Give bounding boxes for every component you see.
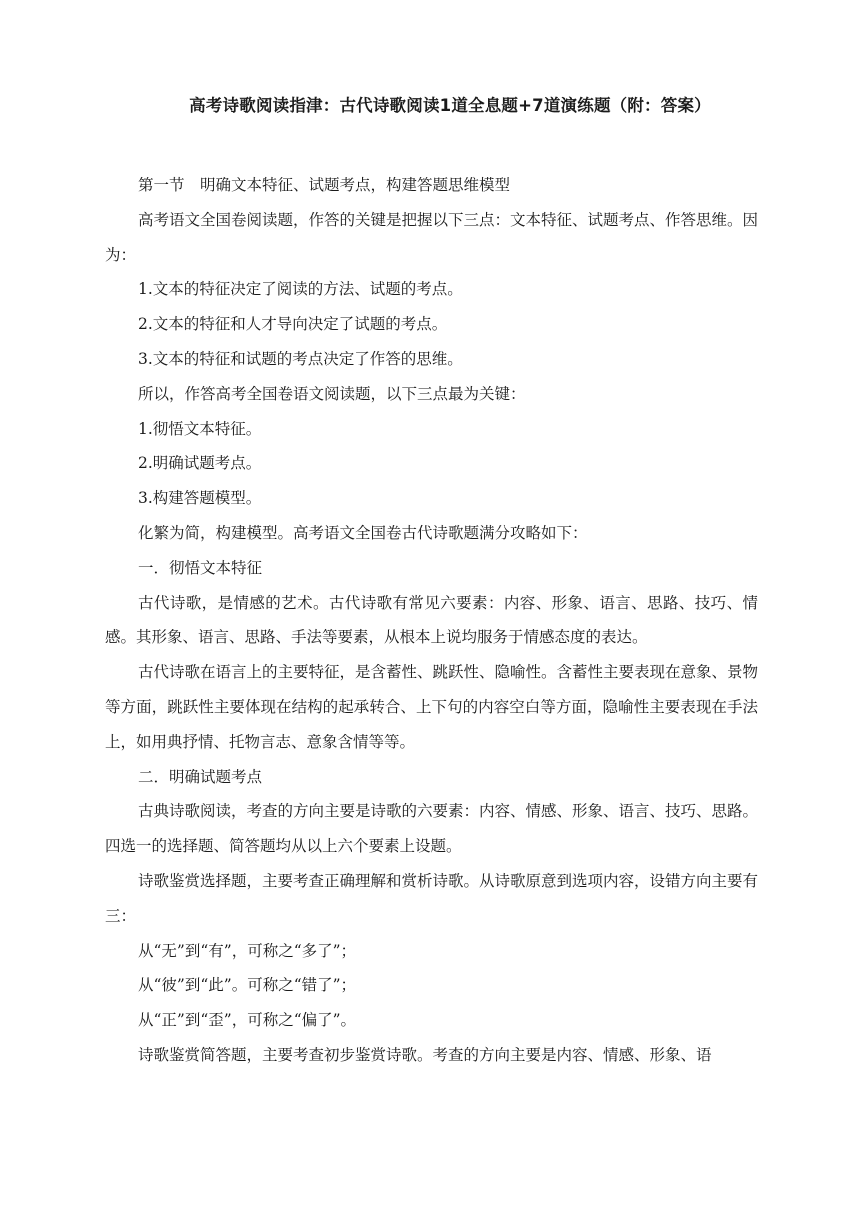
paragraph: 古代诗歌，是情感的艺术。古代诗歌有常见六要素：内容、形象、语言、思路、技巧、情感。其形象、语言、思路、手法等要素，从根本上说均服务于情感态度的表达。 — [105, 593, 758, 647]
paragraph: 3.构建答题模型。 — [138, 489, 262, 508]
paragraph: 从“正”到“歪”，可称之“偏了”。 — [138, 1011, 357, 1030]
paragraph: 从“无”到“有”，可称之“多了”； — [138, 941, 357, 960]
paragraph: 诗歌鉴赏简答题，主要考查初步鉴赏诗歌。考查的方向主要是内容、情感、形象、语 — [138, 1045, 712, 1064]
section-heading: 二．明确试题考点 — [138, 767, 263, 786]
paragraph: 3.文本的特征和试题的考点决定了作答的思维。 — [138, 349, 463, 368]
paragraph: 所以，作答高考全国卷语文阅读题，以下三点最为关键： — [138, 384, 526, 403]
paragraph: 古代诗歌在语言上的主要特征，是含蓄性、跳跃性、隐喻性。含蓄性主要表现在意象、景物等方面，跳跃性主要体现在结构的起承转合、上下句的内容空白等方面，隐喻性主要表现在手法上，如用典抒情、托物言志、意象含情等等。 — [105, 663, 759, 751]
paragraph: 高考语文全国卷阅读题，作答的关键是把握以下三点：文本特征、试题考点、作答思维。因为： — [105, 210, 759, 264]
paragraph: 化繁为简，构建模型。高考语文全国卷古代诗歌题满分攻略如下： — [138, 523, 588, 542]
paragraph: 第一节 明确文本特征、试题考点，构建答题思维模型 — [138, 176, 511, 194]
paragraph: 2.明确试题考点。 — [138, 454, 262, 473]
paragraph: 1.文本的特征决定了阅读的方法、试题的考点。 — [138, 280, 463, 299]
paragraph: 诗歌鉴赏选择题，主要考查正确理解和赏析诗歌。从诗歌原意到选项内容，设错方向主要有三： — [105, 871, 759, 925]
paragraph: 2.文本的特征和人才导向决定了试题的考点。 — [138, 315, 448, 334]
paragraph: 1.彻悟文本特征。 — [138, 419, 262, 438]
document-title: 高考诗歌阅读指津：古代诗歌阅读1道全息题+7道演练题（附：答案） — [189, 96, 711, 115]
section-heading: 一．彻悟文本特征 — [138, 558, 263, 577]
document-body — [105, 168, 758, 1073]
paragraph: 古典诗歌阅读，考查的方向主要是诗歌的六要素：内容、情感、形象、语言、技巧、思路。四选一的选择题、简答题均从以上六个要素上设题。 — [105, 802, 759, 856]
paragraph: 从“彼”到“此”。可称之“错了”； — [138, 976, 357, 995]
